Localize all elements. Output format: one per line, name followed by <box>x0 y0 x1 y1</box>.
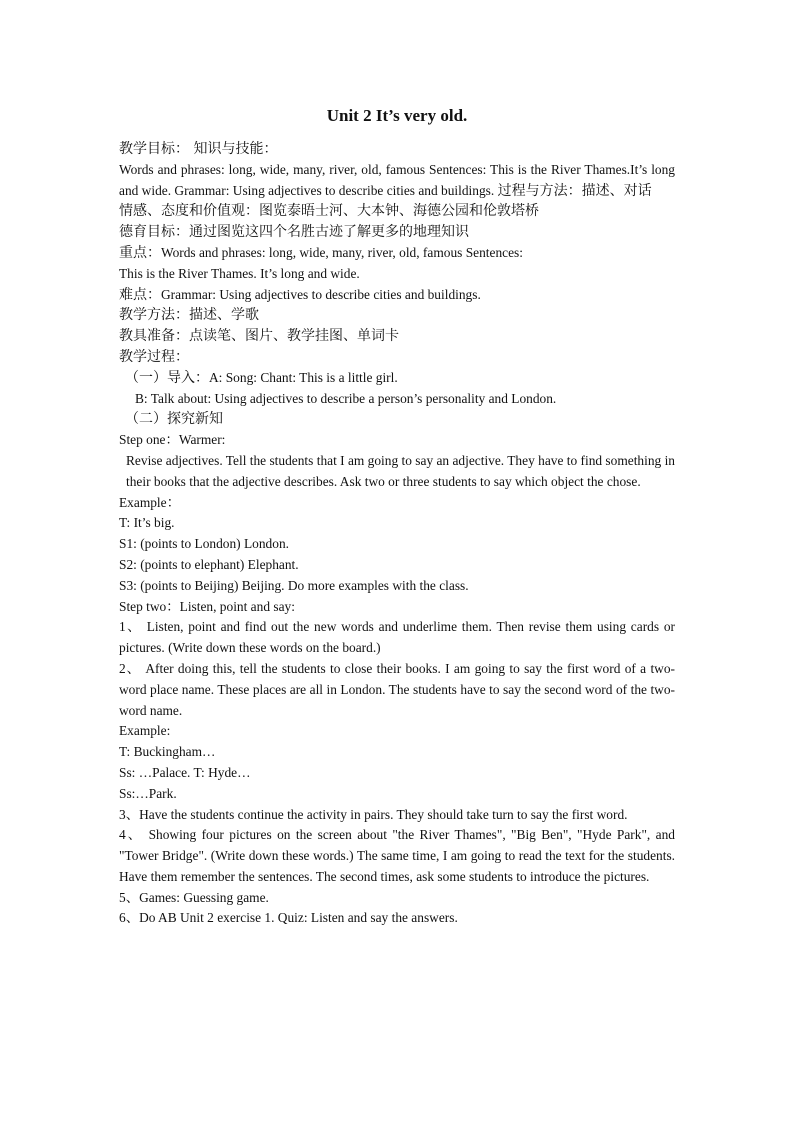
teaching-process-heading: 教学过程： <box>119 348 189 365</box>
example-colon: ： <box>166 494 181 511</box>
explore-new-heading: （二）探究新知 <box>125 411 223 428</box>
objectives-heading: 教学目标： 知识与技能： <box>119 141 278 157</box>
step-one-text: Warmer: <box>178 432 226 448</box>
difficult-points-label: 难点： <box>119 286 161 303</box>
dialogue-line: S3: (points to Beijing) Beijing. Do more examples with the class. <box>119 577 469 593</box>
document-title: Unit 2 It’s very old. <box>326 106 468 125</box>
step-two-label: Step two： <box>119 598 180 614</box>
objectives-paragraph <box>119 160 675 202</box>
key-points-line <box>119 243 675 264</box>
moral-goal-line: 德育目标：通过图览这四个名胜古迹了解更多的地理知识 <box>119 224 469 241</box>
activity-item-4: 4、 Showing four pictures on the screen about "the River Thames", "Big Ben", "Hyde Park", and "Tower Bridge". (Write down these words.) The same time, I am going to read the text for the students. Have them remember the sentences. The second times, ask some students to introduce the pictures. <box>119 827 675 884</box>
step-two-text: Listen, point and say: <box>179 598 295 614</box>
attitude-values-line: 情感、态度和价值观：图览泰晤士河、大本钟、海德公园和伦敦塔桥 <box>119 203 539 220</box>
talk-about-line: B: Talk about: Using adjectives to describe a person’s personality and London. <box>135 390 557 406</box>
lead-in-line <box>119 368 675 389</box>
dialogue-line: S2: (points to elephant) Elephant. <box>119 556 299 572</box>
lead-in-text: A: Song: Chant: This is a little girl. <box>209 369 398 385</box>
words-grammar-text: Words and phrases: long, wide, many, river, old, famous Sentences: This is the River Thames.It’s long and wide. Grammar: Using adjectives to describe cities and buildings. <box>119 161 675 198</box>
dialogue-line: Ss:…Park. <box>119 785 177 801</box>
activity-item-2: 2、 After doing this, tell the students to close their books. I am going to say the first word of a two-word place name. These places are all in London. The students have to say the second word of the two-word name. <box>119 660 675 718</box>
activity-item-6: 6、Do AB Unit 2 exercise 1. Quiz: Listen and say the answers. <box>119 910 458 926</box>
activity-item-5: 5、Games: Guessing game. <box>119 889 269 905</box>
example-label: Example <box>119 494 167 510</box>
teaching-method-line: 教学方法：描述、学歌 <box>119 307 259 324</box>
dialogue-line: T: It’s big. <box>119 515 175 531</box>
dialogue-line: S1: (points to London) London. <box>119 536 289 552</box>
activity-item-1: 1、 Listen, point and find out the new words and underlime them. Then revise them using cards or pictures. (Write down these words on the board.) <box>119 619 675 656</box>
process-method-text: 过程与方法：描述、对话 <box>497 182 652 199</box>
document-body <box>119 139 675 929</box>
lead-in-label: （一）导入： <box>125 369 209 386</box>
dialogue-line: Ss: …Palace. T: Hyde… <box>119 764 251 780</box>
example-heading-2: Example: <box>119 723 171 739</box>
dialogue-line: T: Buckingham… <box>119 744 216 760</box>
key-points-text: Words and phrases: long, wide, many, river, old, famous Sentences: <box>161 244 523 260</box>
difficult-points-line <box>119 285 675 306</box>
example-heading <box>119 493 675 514</box>
key-sentence-line: This is the River Thames. It’s long and wide. <box>119 265 360 281</box>
step-one-label: Step one： <box>119 432 179 448</box>
step-two-line <box>119 597 675 618</box>
teaching-aids-line: 教具准备：点读笔、图片、教学挂图、单词卡 <box>119 328 399 345</box>
step-one-line <box>119 430 675 451</box>
difficult-points-text: Grammar: Using adjectives to describe cities and buildings. <box>161 286 481 302</box>
activity-item-3: 3、Have the students continue the activity in pairs. They should take turn to say the first word. <box>119 806 628 822</box>
revise-paragraph: Revise adjectives. Tell the students that I am going to say an adjective. They have to find something in their books that the adjective describes. Ask two or three students to say which object the chose. <box>126 452 675 489</box>
key-points-label: 重点： <box>119 244 161 261</box>
